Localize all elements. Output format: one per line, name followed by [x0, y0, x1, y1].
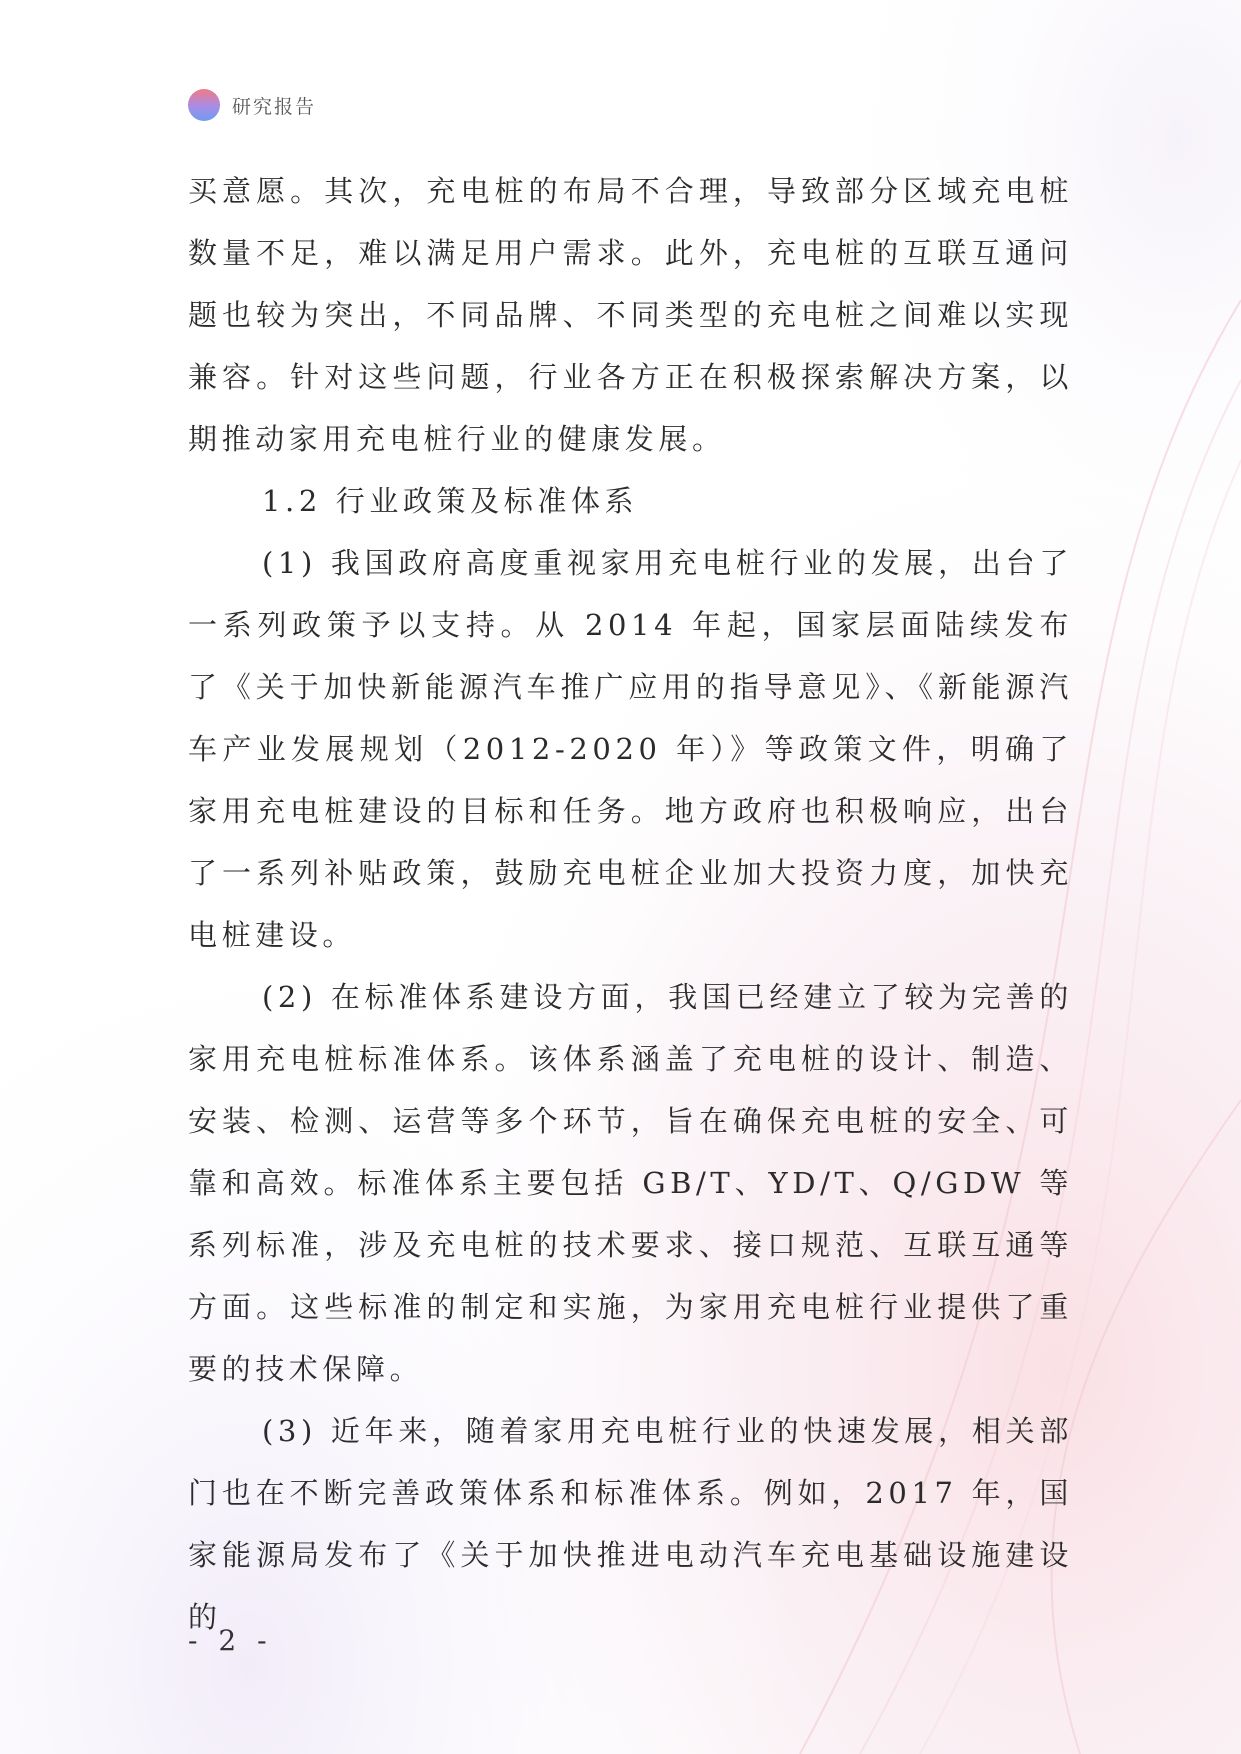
intro-paragraph: 买意愿。其次，充电桩的布局不合理，导致部分区域充电桩数量不足，难以满足用户需求。此外，充电桩的互联互通问题也较为突出，不同品牌、不同类型的充电桩之间难以实现兼容。针对这些问题，行业各方正在积极探索解决方案，以期推动家用充电桩行业的健康发展。 — [188, 174, 1073, 456]
paragraph-2: (2) 在标准体系建设方面，我国已经建立了较为完善的家用充电桩标准体系。该体系涵盖了充电桩的设计、制造、安装、检测、运营等多个环节，旨在确保充电桩的安全、可靠和高效。标准体系主要包括 GB/T、YD/T、Q/GDW 等系列标准，涉及充电桩的技术要求、接口规范、互联互通等方面。这些标准的制定和实施，为家用充电桩行业提供了重要的技术保障。 — [188, 980, 1073, 1386]
header-title: 研究报告 — [232, 95, 317, 118]
document-body — [188, 160, 1073, 1648]
paragraph-1: (1) 我国政府高度重视家用充电桩行业的发展，出台了一系列政策予以支持。从 2014 年起，国家层面陆续发布了《关于加快新能源汽车推广应用的指导意见》、《新能源汽车产业发展规划（2012-2020 年）》等政策文件，明确了家用充电桩建设的目标和任务。地方政府也积极响应，出台了一系列补贴政策，鼓励充电桩企业加大投资力度，加快充电桩建设。 — [188, 546, 1073, 952]
paragraph-3: (3) 近年来，随着家用充电桩行业的快速发展，相关部门也在不断完善政策体系和标准体系。例如，2017 年，国家能源局发布了《关于加快推进电动汽车充电基础设施建设的 — [188, 1414, 1073, 1634]
gradient-circle-logo-icon — [188, 89, 220, 121]
report-header — [188, 88, 316, 122]
section-heading: 1.2 行业政策及标准体系 — [262, 484, 639, 518]
page-number: - 2 - — [188, 1624, 273, 1657]
